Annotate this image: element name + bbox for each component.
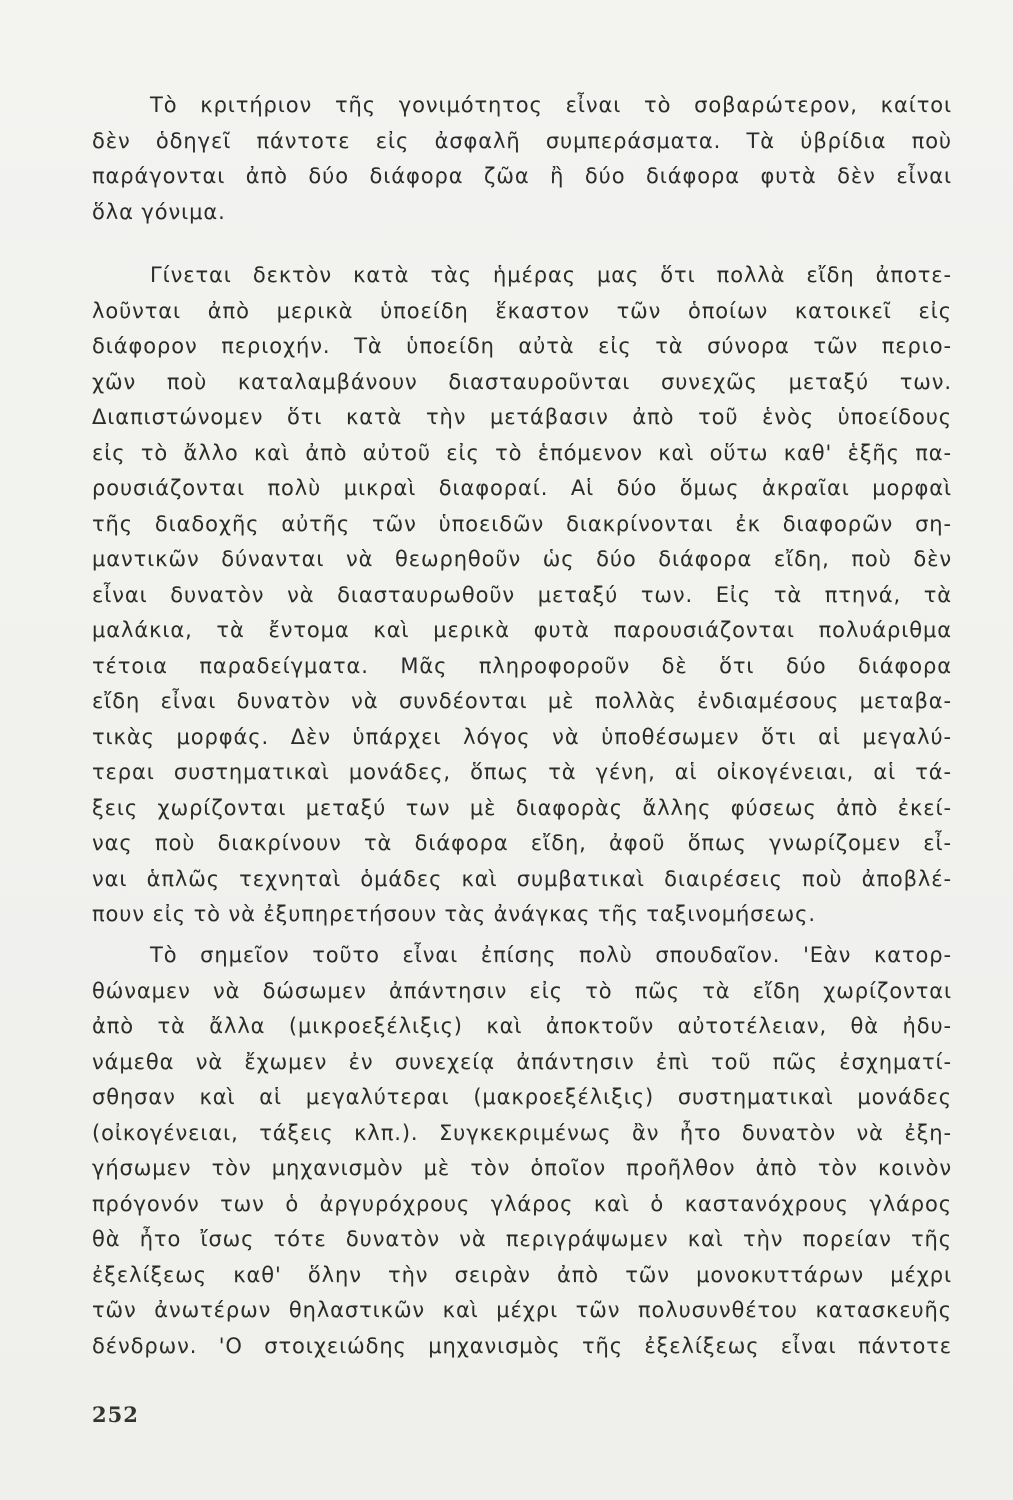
paragraph-3: [92, 938, 952, 1364]
text-line: θὰ ἦτο ἴσως τότε δυνατὸν νὰ περιγράψωμεν καὶ τὴν πορείαν τῆς: [92, 1227, 952, 1251]
text-line: τῶν ἀνωτέρων θηλαστικῶν καὶ μέχρι τῶν πολυσυνθέτου κατασκευῆς: [92, 1298, 952, 1322]
text-line: (οἰκογένειαι, τάξεις κλπ.). Συγκεκριμένως ἂν ἦτο δυνατὸν νὰ ἐξη-: [92, 1120, 952, 1145]
text-line: τικὰς μορφάς. Δὲν ὑπάρχει λόγος νὰ ὑποθέσωμεν ὅτι αἱ μεγαλύ-: [92, 724, 952, 749]
text-line: πουν εἰς τὸ νὰ ἐξυπηρετήσουν τὰς ἀνάγκας τῆς ταξινομήσεως.: [92, 902, 816, 926]
text-line: σθησαν καὶ αἱ μεγαλύτεραι (μακροεξέλιξις) συστηματικαὶ μονάδες: [92, 1085, 952, 1109]
text-line: πρόγονόν των ὁ ἀργυρόχρους γλάρος καὶ ὁ καστανόχρους γλάρος: [92, 1191, 952, 1216]
paragraph-2: [92, 258, 952, 933]
text-line: δένδρων. 'Ο στοιχειώδης μηχανισμὸς τῆς ἐξελίξεως εἶναι πάντοτε: [92, 1333, 952, 1358]
page-number: 252: [92, 1402, 139, 1427]
text-line: εἰς τὸ ἄλλο καὶ ἀπὸ αὐτοῦ εἰς τὸ ἑπόμενον καὶ οὕτω καθ' ἑξῆς πα-: [92, 440, 952, 465]
text-line: παράγονται ἀπὸ δύο διάφορα ζῶα ἢ δύο διάφορα φυτὰ δὲν εἶναι: [92, 164, 952, 188]
text-line: εἶναι δυνατὸν νὰ διασταυρωθοῦν μεταξύ των. Εἰς τὰ πτηνά, τὰ: [92, 582, 952, 607]
text-line: δὲν ὁδηγεῖ πάντοτε εἰς ἀσφαλῆ συμπεράσματα. Τὰ ὑβρίδια ποὺ: [92, 128, 952, 153]
text-line: τεραι συστηματικαὶ μονάδες, ὅπως τὰ γένη, αἱ οἰκογένειαι, αἱ τά-: [92, 760, 952, 784]
text-line: τῆς διαδοχῆς αὐτῆς τῶν ὑποειδῶν διακρίνονται ἐκ διαφορῶν ση-: [92, 511, 952, 536]
text-line: Γίνεται δεκτὸν κατὰ τὰς ἡμέρας μας ὅτι πολλὰ εἴδη ἀποτε-: [150, 263, 952, 287]
text-line: ὅλα γόνιμα.: [92, 199, 226, 224]
text-line: θώναμεν νὰ δώσωμεν ἀπάντησιν εἰς τὸ πῶς τὰ εἴδη χωρίζονται: [92, 978, 952, 1003]
text-line: ἀπὸ τὰ ἄλλα (μικροεξέλιξις) καὶ ἀποκτοῦν αὐτοτέλειαν, θὰ ἠδυ-: [92, 1014, 952, 1038]
text-line: μαντικῶν δύνανται νὰ θεωρηθοῦν ὡς δύο διάφορα εἴδη, ποὺ δὲν: [92, 547, 952, 571]
text-line: Διαπιστώνομεν ὅτι κατὰ τὴν μετάβασιν ἀπὸ τοῦ ἑνὸς ὑποείδους: [92, 405, 952, 429]
text-line: τέτοια παραδείγματα. Μᾶς πληροφοροῦν δὲ ὅτι δύο διάφορα: [92, 653, 952, 678]
text-line: ρουσιάζονται πολὺ μικραὶ διαφοραί. Αἱ δύο ὅμως ἀκραῖαι μορφαὶ: [92, 476, 952, 500]
text-line: νας ποὺ διακρίνουν τὰ διάφορα εἴδη, ἀφοῦ ὅπως γνωρίζομεν εἶ-: [92, 831, 952, 855]
text-line: νάμεθα νὰ ἔχωμεν ἐν συνεχείᾳ ἀπάντησιν ἐπὶ τοῦ πῶς ἐσχηματί-: [92, 1049, 952, 1074]
text-line: ἐξελίξεως καθ' ὅλην τὴν σειρὰν ἀπὸ τῶν μονοκυττάρων μέχρι: [92, 1262, 952, 1287]
text-line: ξεις χωρίζονται μεταξύ των μὲ διαφορὰς ἄλλης φύσεως ἀπὸ ἐκεί-: [92, 795, 952, 820]
text-line: χῶν ποὺ καταλαμβάνουν διασταυροῦνται συνεχῶς μεταξύ των.: [92, 369, 952, 394]
text-line: Τὸ σημεῖον τοῦτο εἶναι ἐπίσης πολὺ σπουδαῖον. 'Εὰν κατορ-: [150, 943, 952, 967]
text-line: ναι ἁπλῶς τεχνηταὶ ὁμάδες καὶ συμβατικαὶ διαιρέσεις ποὺ ἀποβλέ-: [92, 866, 952, 891]
text-line: μαλάκια, τὰ ἔντομα καὶ μερικὰ φυτὰ παρουσιάζονται πολυάριθμα: [92, 618, 952, 642]
text-line: διάφορον περιοχήν. Τὰ ὑποείδη αὐτὰ εἰς τὰ σύνορα τῶν περιο-: [92, 334, 952, 358]
text-line: γήσωμεν τὸν μηχανισμὸν μὲ τὸν ὁποῖον προῆλθον ἀπὸ τὸν κοινὸν: [92, 1156, 952, 1180]
text-line: λοῦνται ἀπὸ μερικὰ ὑποείδη ἕκαστον τῶν ὁποίων κατοικεῖ εἰς: [92, 298, 952, 323]
paragraph-1: [92, 88, 952, 230]
text-line: Τὸ κριτήριον τῆς γονιμότητος εἶναι τὸ σοβαρώτερον, καίτοι: [150, 93, 952, 117]
text-line: εἴδη εἶναι δυνατὸν νὰ συνδέονται μὲ πολλὰς ἐνδιαμέσους μεταβα-: [92, 689, 952, 713]
